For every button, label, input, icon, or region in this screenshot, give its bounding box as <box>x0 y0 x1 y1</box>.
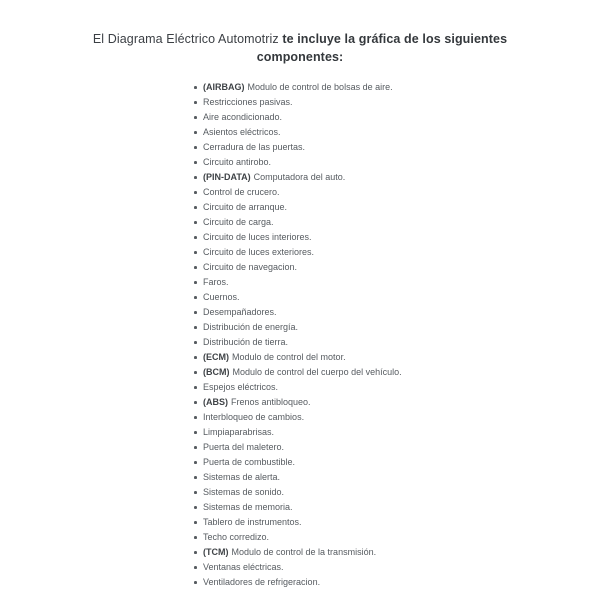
list-item <box>203 395 600 410</box>
list-item-text: Puerta de combustible. <box>203 457 296 467</box>
list-item-text: Cerradura de las puertas. <box>203 142 306 152</box>
list-item-text: Interbloqueo de cambios. <box>203 412 305 422</box>
list-item-text: Faros. <box>203 277 229 287</box>
list-item <box>203 380 600 395</box>
list-item <box>203 575 600 590</box>
page-title <box>75 31 525 66</box>
list-item-text: Techo corredizo. <box>203 532 270 542</box>
list-item-text: Restricciones pasivas. <box>203 97 293 107</box>
list-item <box>203 515 600 530</box>
list-item-text: Ventiladores de refrigeracion. <box>203 577 321 587</box>
list-item-prefix: (AIRBAG) <box>203 82 245 92</box>
list-item <box>203 350 600 365</box>
list-item <box>203 500 600 515</box>
list-item-text: Desempañadores. <box>203 307 277 317</box>
list-item <box>203 320 600 335</box>
list-item-text: Distribución de energía. <box>203 322 299 332</box>
list-item <box>203 485 600 500</box>
list-item <box>203 95 600 110</box>
list-item-text: Limpiaparabrisas. <box>203 427 275 437</box>
list-item-text: Espejos eléctricos. <box>203 382 279 392</box>
list-item <box>203 440 600 455</box>
list-item <box>203 140 600 155</box>
list-item-prefix: (BCM) <box>203 367 230 377</box>
list-item-text: Modulo de control de la transmisión. <box>231 547 377 557</box>
list-item-text: Circuito de arranque. <box>203 202 288 212</box>
list-item-text: Asientos eléctricos. <box>203 127 281 137</box>
list-item <box>203 260 600 275</box>
page-title-bold: te incluye la gráfica de los siguientes componentes: <box>256 32 508 64</box>
list-item-text: Sistemas de memoria. <box>203 502 293 512</box>
list-item <box>203 560 600 575</box>
list-item-text: Modulo de control del motor. <box>232 352 346 362</box>
list-item-text: Puerta del maletero. <box>203 442 285 452</box>
list-item-text: Modulo de control de bolsas de aire. <box>247 82 393 92</box>
list-item <box>203 80 600 95</box>
list-item-text: Cuernos. <box>203 292 240 302</box>
list-item <box>203 455 600 470</box>
list-item-prefix: (PIN-DATA) <box>203 172 251 182</box>
list-item <box>203 200 600 215</box>
list-item-text: Ventanas eléctricas. <box>203 562 284 572</box>
list-item-text: Aire acondicionado. <box>203 112 283 122</box>
list-item-text: Sistemas de sonido. <box>203 487 285 497</box>
list-item <box>203 125 600 140</box>
list-item <box>203 110 600 125</box>
list-item-text: Circuito de carga. <box>203 217 274 227</box>
list-item-prefix: (ECM) <box>203 352 229 362</box>
list-item <box>203 185 600 200</box>
list-item <box>203 425 600 440</box>
page-title-normal: El Diagrama Eléctrico Automotriz <box>92 32 279 46</box>
list-item <box>203 470 600 485</box>
list-item-text: Sistemas de alerta. <box>203 472 281 482</box>
list-item-text: Tablero de instrumentos. <box>203 517 302 527</box>
list-item <box>203 335 600 350</box>
list-item <box>203 410 600 425</box>
list-item-text: Frenos antibloqueo. <box>231 397 311 407</box>
component-list <box>0 80 600 590</box>
list-item-text: Circuito de luces interiores. <box>203 232 312 242</box>
list-item <box>203 170 600 185</box>
list-item <box>203 365 600 380</box>
list-item-text: Control de crucero. <box>203 187 280 197</box>
list-item-text: Circuito antirobo. <box>203 157 272 167</box>
list-item <box>203 545 600 560</box>
list-item-text: Modulo de control del cuerpo del vehículo. <box>232 367 402 377</box>
list-item <box>203 215 600 230</box>
list-item-text: Circuito de navegacion. <box>203 262 298 272</box>
list-item <box>203 305 600 320</box>
list-item <box>203 245 600 260</box>
list-item-prefix: (ABS) <box>203 397 228 407</box>
list-item <box>203 275 600 290</box>
list-item <box>203 155 600 170</box>
list-item <box>203 290 600 305</box>
list-item <box>203 230 600 245</box>
list-item <box>203 530 600 545</box>
list-item-text: Circuito de luces exteriores. <box>203 247 315 257</box>
list-item-text: Computadora del auto. <box>253 172 346 182</box>
list-item-prefix: (TCM) <box>203 547 229 557</box>
list-item-text: Distribución de tierra. <box>203 337 289 347</box>
